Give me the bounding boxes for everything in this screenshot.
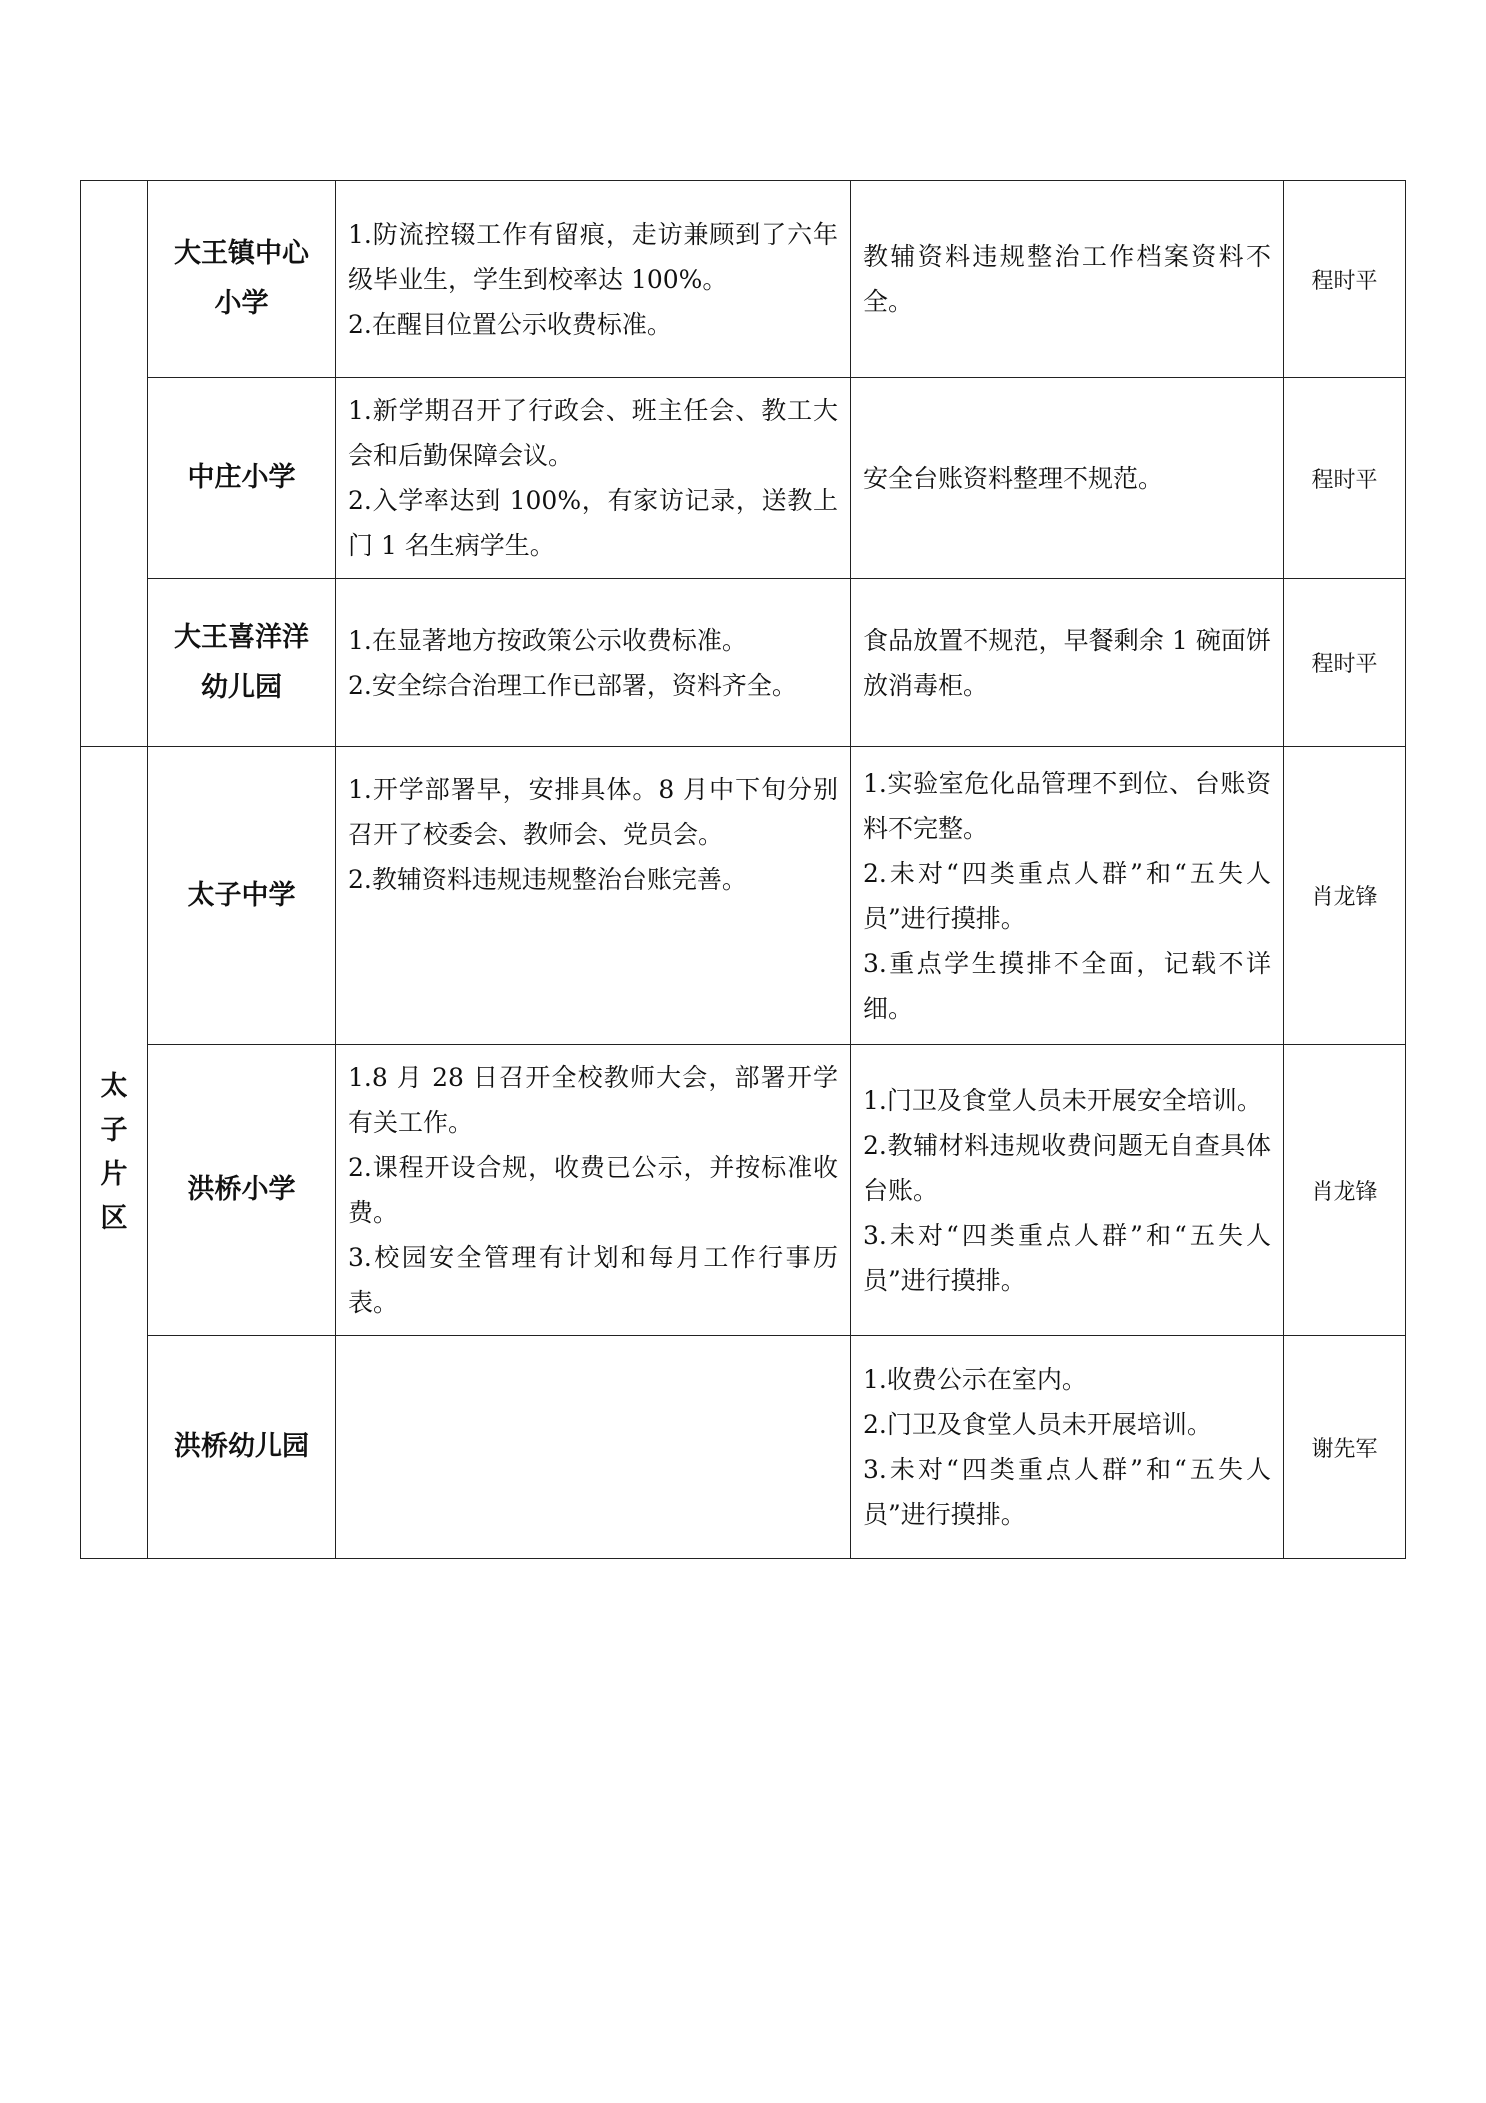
area-name-char: 片 bbox=[100, 1158, 128, 1190]
issue-item: 3.未对“四类重点人群”和“五失人员”进行摸排。 bbox=[863, 1455, 1271, 1529]
good-item: 1.新学期召开了行政会、班主任会、教工大会和后勤保障会议。 bbox=[348, 396, 838, 470]
school-name-line: 洪桥幼儿园 bbox=[174, 1431, 309, 1462]
issue-item: 安全台账资料整理不规范。 bbox=[863, 463, 1164, 493]
school-name-cell bbox=[148, 378, 336, 579]
school-name-line: 幼儿园 bbox=[201, 671, 282, 703]
table-row bbox=[81, 1336, 1406, 1559]
school-name-line: 大王喜洋洋 bbox=[174, 621, 309, 653]
school-name-line: 太子中学 bbox=[187, 879, 296, 911]
person-cell: 程时平 bbox=[1284, 181, 1406, 378]
issue-item: 2.门卫及食堂人员未开展培训。 bbox=[863, 1410, 1212, 1439]
table-row bbox=[81, 181, 1406, 378]
good-practice-cell bbox=[336, 181, 851, 378]
good-practice-cell bbox=[336, 579, 851, 747]
good-item: 1.8 月 28 日召开全校教师大会，部署开学有关工作。 bbox=[348, 1063, 838, 1137]
good-item: 2.安全综合治理工作已部署，资料齐全。 bbox=[348, 670, 797, 700]
area-cell-taizi bbox=[81, 747, 148, 1559]
issue-item: 3.未对“四类重点人群”和“五失人员”进行摸排。 bbox=[863, 1220, 1271, 1295]
good-item: 1.开学部署早，安排具体。8 月中下旬分别召开了校委会、教师会、党员会。 bbox=[348, 775, 838, 849]
school-name-cell bbox=[148, 747, 336, 1045]
table-row bbox=[81, 1045, 1406, 1336]
inspection-table bbox=[80, 180, 1406, 1559]
issue-item: 食品放置不规范，早餐剩余 1 碗面饼放消毒柜。 bbox=[863, 625, 1271, 700]
issue-item: 1.门卫及食堂人员未开展安全培训。 bbox=[863, 1085, 1262, 1115]
issue-item: 1.收费公示在室内。 bbox=[863, 1365, 1087, 1394]
school-name-cell bbox=[148, 181, 336, 378]
good-practice-cell bbox=[336, 378, 851, 579]
person-cell: 程时平 bbox=[1284, 378, 1406, 579]
issue-cell bbox=[851, 579, 1284, 747]
issue-item: 教辅资料违规整治工作档案资料不全。 bbox=[863, 242, 1271, 316]
issue-cell bbox=[851, 747, 1284, 1045]
good-item: 2.课程开设合规，收费已公示，并按标准收费。 bbox=[348, 1153, 838, 1227]
good-practice-cell bbox=[336, 1045, 851, 1336]
school-name-line: 中庄小学 bbox=[187, 462, 296, 493]
good-practice-cell bbox=[336, 747, 851, 1045]
issue-cell bbox=[851, 378, 1284, 579]
good-item: 2.教辅资料违规违规整治台账完善。 bbox=[348, 865, 747, 894]
good-item: 2.在醒目位置公示收费标准。 bbox=[348, 309, 672, 339]
issue-item: 3.重点学生摸排不全面，记载不详细。 bbox=[863, 948, 1271, 1023]
issue-item: 2.未对“四类重点人群”和“五失人员”进行摸排。 bbox=[863, 858, 1271, 933]
person-cell: 程时平 bbox=[1284, 579, 1406, 747]
school-name-line: 大王镇中心 bbox=[174, 238, 309, 269]
school-name-cell bbox=[148, 579, 336, 747]
issue-cell bbox=[851, 1336, 1284, 1559]
good-item: 3.校园安全管理有计划和每月工作行事历表。 bbox=[348, 1243, 838, 1317]
school-name-cell bbox=[148, 1336, 336, 1559]
good-item: 1.在显著地方按政策公示收费标准。 bbox=[348, 625, 747, 655]
table-row bbox=[81, 378, 1406, 579]
issue-cell bbox=[851, 1045, 1284, 1336]
table-row bbox=[81, 579, 1406, 747]
good-item: 1.防流控辍工作有留痕，走访兼顾到了六年级毕业生，学生到校率达 100%。 bbox=[348, 219, 838, 294]
good-item: 2.入学率达到 100%，有家访记录，送教上门 1 名生病学生。 bbox=[348, 486, 838, 560]
school-name-line: 小学 bbox=[214, 288, 269, 319]
school-name-line: 洪桥小学 bbox=[187, 1174, 296, 1205]
area-cell-dawang bbox=[81, 181, 148, 747]
person-cell: 谢先军 bbox=[1284, 1336, 1406, 1559]
school-name-cell bbox=[148, 1045, 336, 1336]
area-name-char: 区 bbox=[100, 1202, 128, 1234]
person-cell: 肖龙锋 bbox=[1284, 1045, 1406, 1336]
person-cell: 肖龙锋 bbox=[1284, 747, 1406, 1045]
area-name-char: 太 bbox=[100, 1070, 128, 1102]
area-name-char: 子 bbox=[100, 1114, 128, 1146]
issue-item: 2.教辅材料违规收费问题无自查具体台账。 bbox=[863, 1130, 1271, 1205]
issue-cell bbox=[851, 181, 1284, 378]
good-practice-cell bbox=[336, 1336, 851, 1559]
table-row bbox=[81, 747, 1406, 1045]
issue-item: 1.实验室危化品管理不到位、台账资料不完整。 bbox=[863, 768, 1271, 843]
